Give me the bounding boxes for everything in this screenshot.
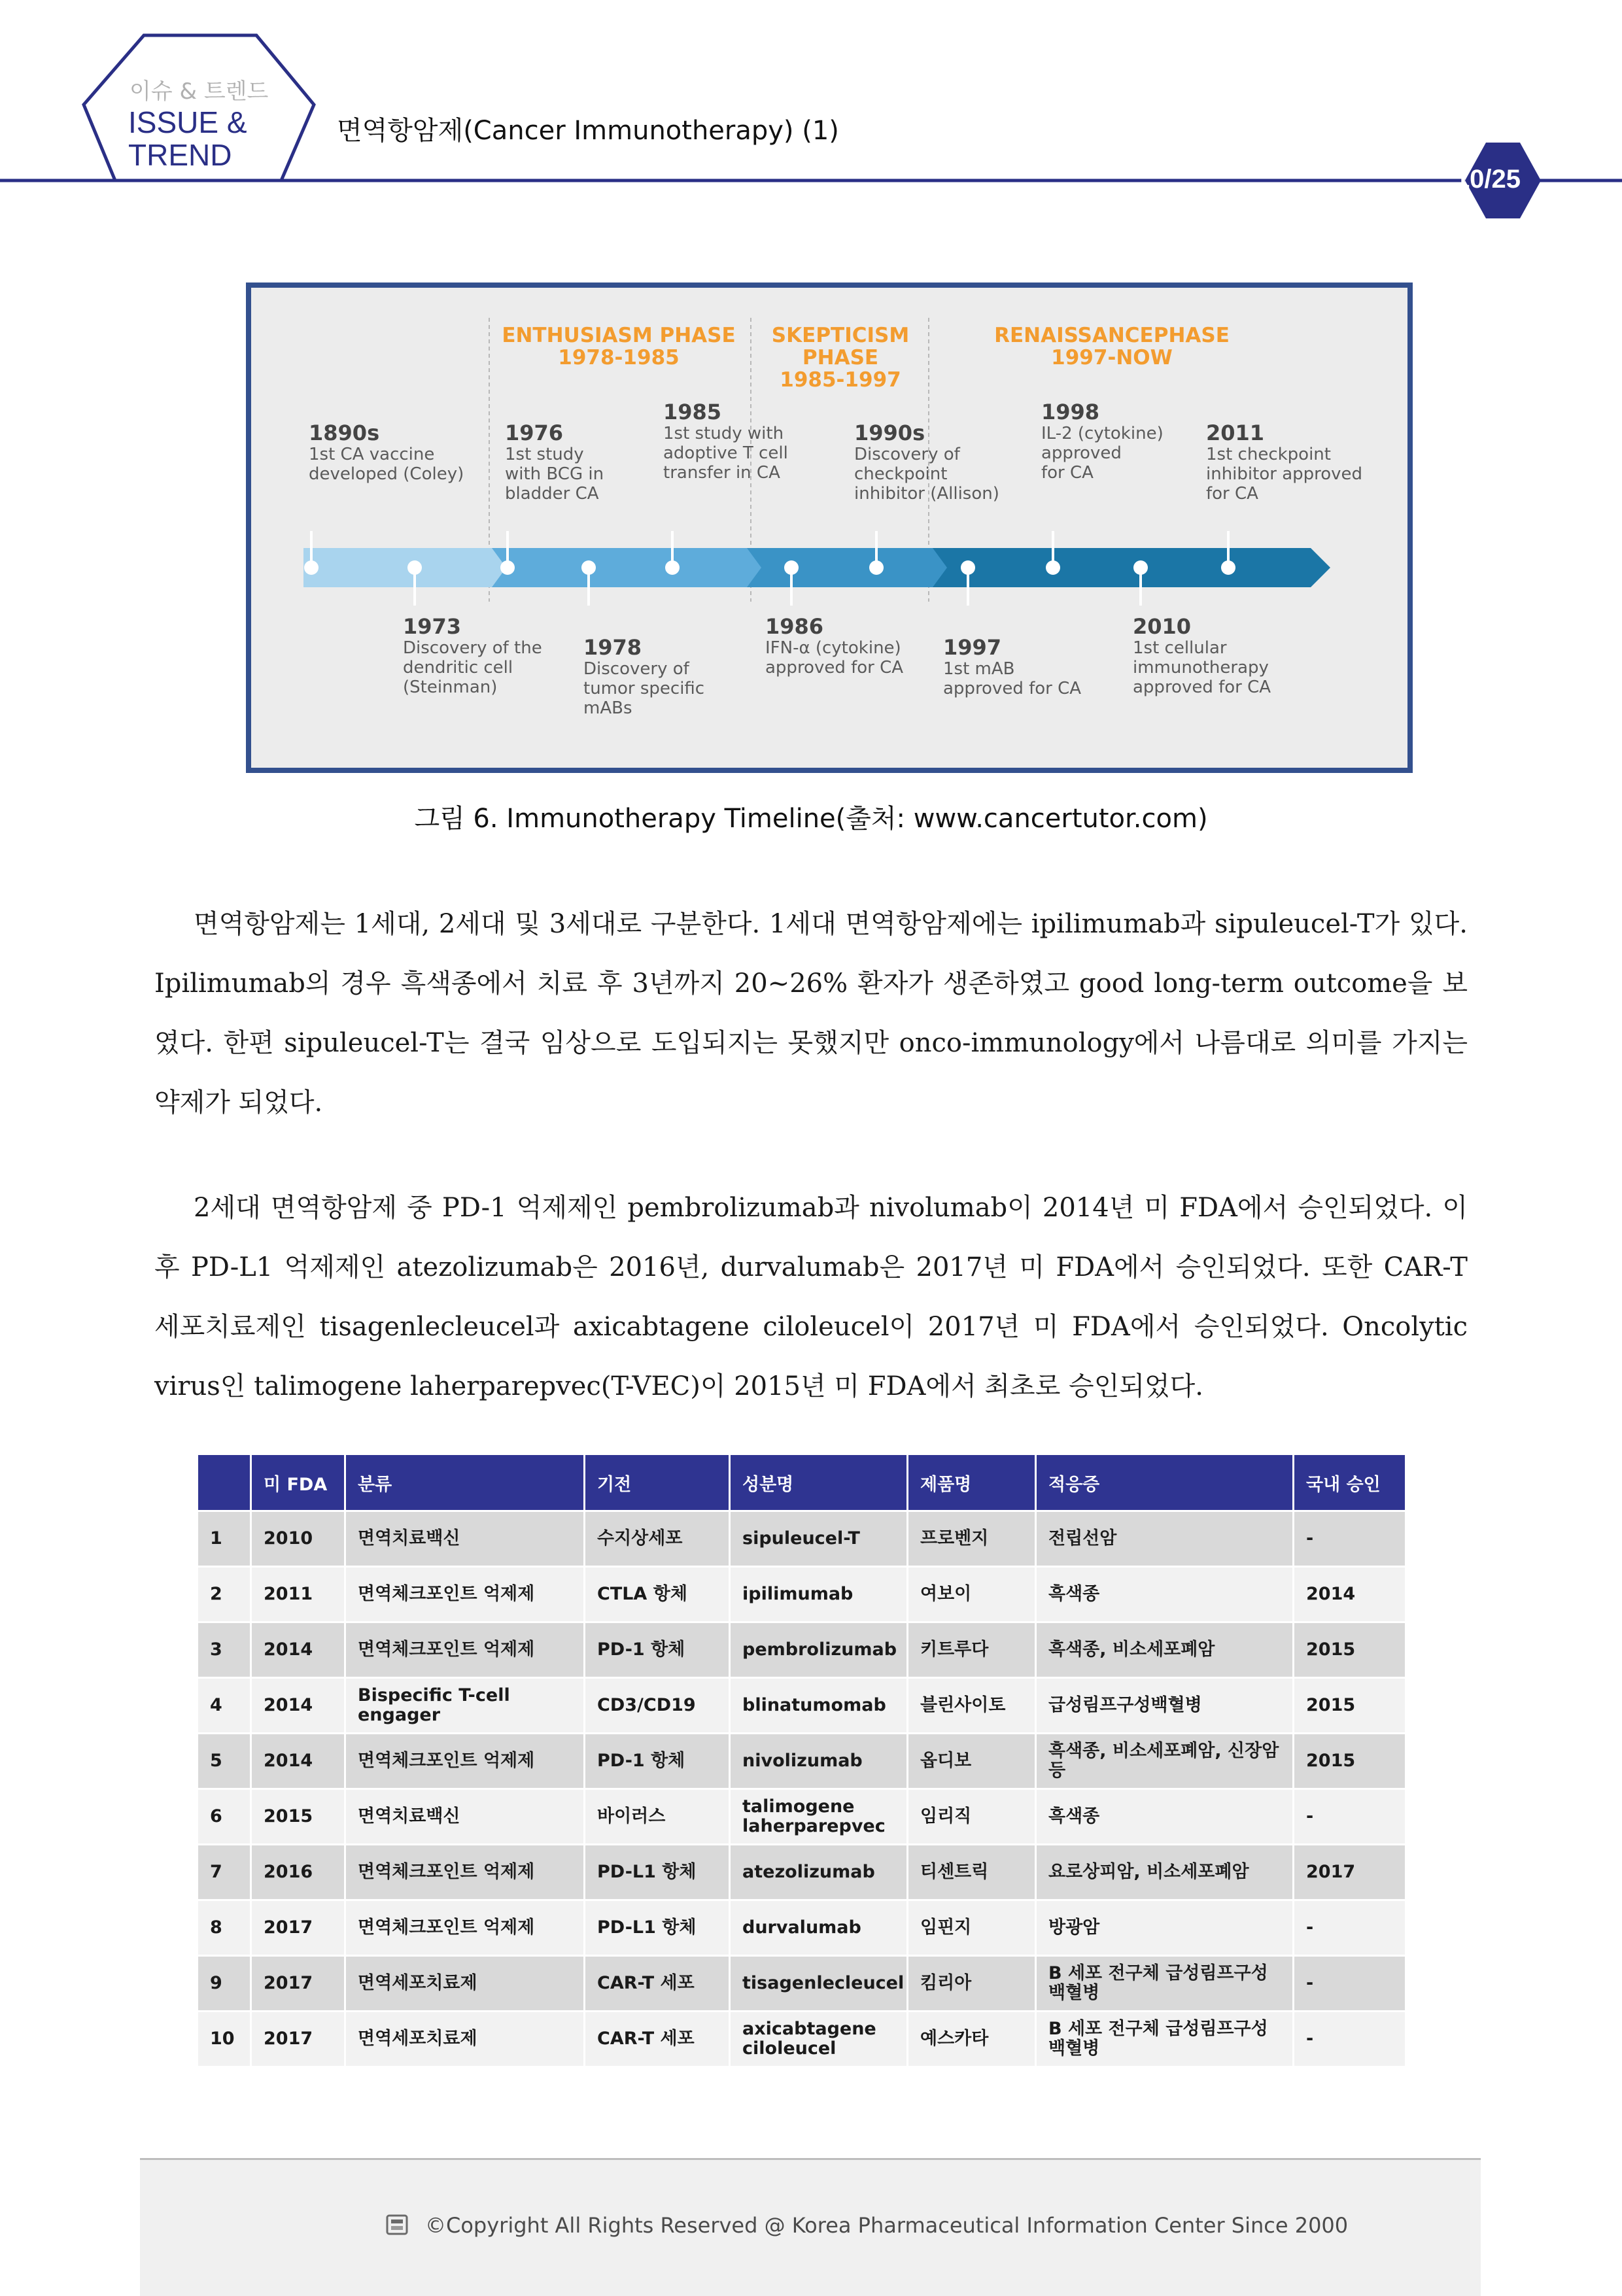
- cell-index: 8: [198, 1900, 251, 1956]
- event-1990s: 1990s Discovery of checkpoint inhibitor (Allison): [854, 420, 999, 504]
- event-1978: 1978 Discovery of tumor specific mABs: [583, 635, 705, 718]
- cell-fda-year: 2016: [251, 1845, 345, 1900]
- cell-index: 1: [198, 1511, 251, 1567]
- cell-domestic-approval: -: [1294, 1511, 1406, 1567]
- cell-indication: 전립선암: [1036, 1511, 1294, 1567]
- timeline-pin-dot: [1133, 560, 1148, 575]
- table-header-row: [198, 1454, 1406, 1511]
- cell-mechanism: CAR-T 세포: [585, 2012, 730, 2067]
- phase-skepticism: SKEPTICISM PHASE 1985-1997: [771, 324, 910, 392]
- table-row: [198, 2012, 1406, 2067]
- cell-domestic-approval: -: [1294, 1900, 1406, 1956]
- cell-mechanism: 수지상세포: [585, 1511, 730, 1567]
- cell-indication: B 세포 전구체 급성림프구성 백혈병: [1036, 2012, 1294, 2067]
- brand-line-1: ISSUE &: [128, 105, 247, 139]
- timeline-pin-dot: [665, 560, 680, 575]
- cell-index: 4: [198, 1678, 251, 1734]
- event-1976: 1976 1st study with BCG in bladder CA: [505, 420, 604, 504]
- cell-category: 면역체크포인트 억제제: [345, 1622, 585, 1678]
- cell-mechanism: PD-L1 항체: [585, 1845, 730, 1900]
- header-category: 분류: [345, 1454, 585, 1511]
- cell-indication: B 세포 전구체 급성림프구성 백혈병: [1036, 1956, 1294, 2012]
- cell-product: 예스카타: [908, 2012, 1036, 2067]
- phase-enthusiasm: ENTHUSIASM PHASE 1978-1985: [502, 324, 736, 369]
- cell-domestic-approval: 2015: [1294, 1678, 1406, 1734]
- table-row: [198, 1678, 1406, 1734]
- header-index: [198, 1454, 251, 1511]
- cell-indication: 방광암: [1036, 1900, 1294, 1956]
- brand-korean: 이슈 & 트렌드: [129, 78, 269, 105]
- cell-ingredient: blinatumomab: [730, 1678, 908, 1734]
- cell-index: 7: [198, 1845, 251, 1900]
- timeline-pin-dot: [961, 560, 975, 575]
- cell-category: 면역세포치료제: [345, 1956, 585, 2012]
- cell-product: 킴리아: [908, 1956, 1036, 2012]
- table-row: [198, 1734, 1406, 1789]
- cell-ingredient: nivolizumab: [730, 1734, 908, 1789]
- cell-domestic-approval: 2015: [1294, 1622, 1406, 1678]
- cell-product: 옵디보: [908, 1734, 1036, 1789]
- cell-indication: 흑색종, 비소세포폐암, 신장암 등: [1036, 1734, 1294, 1789]
- cell-product: 티센트릭: [908, 1845, 1036, 1900]
- cell-product: 임리직: [908, 1789, 1036, 1845]
- timeline-pin-dot: [784, 560, 799, 575]
- cell-mechanism: PD-L1 항체: [585, 1900, 730, 1956]
- cell-ingredient: sipuleucel-T: [730, 1511, 908, 1567]
- cell-ingredient: atezolizumab: [730, 1845, 908, 1900]
- cell-ingredient: ipilimumab: [730, 1567, 908, 1622]
- kpic-logo-icon: [385, 2212, 411, 2238]
- phase-renaissance: RENAISSANCEPHASE 1997-NOW: [994, 324, 1230, 369]
- cell-fda-year: 2014: [251, 1678, 345, 1734]
- event-2010: 2010 1st cellular immunotherapy approved for CA: [1133, 614, 1271, 697]
- header-fda-year: 미 FDA: [251, 1454, 345, 1511]
- cell-domestic-approval: -: [1294, 1789, 1406, 1845]
- table-row: [198, 1511, 1406, 1567]
- cell-domestic-approval: 2015: [1294, 1734, 1406, 1789]
- cell-indication: 흑색종: [1036, 1789, 1294, 1845]
- header-indication: 적응증: [1036, 1454, 1294, 1511]
- header-ingredient: 성분명: [730, 1454, 908, 1511]
- fda-approval-table: [196, 1453, 1407, 2068]
- cell-indication: 급성림프구성백혈병: [1036, 1678, 1294, 1734]
- header-domestic-approval: 국내 승인: [1294, 1454, 1406, 1511]
- timeline-figure: [246, 283, 1413, 773]
- cell-mechanism: 바이러스: [585, 1789, 730, 1845]
- event-2011: 2011 1st checkpoint inhibitor approved for CA: [1206, 420, 1363, 504]
- cell-ingredient: pembrolizumab: [730, 1622, 908, 1678]
- cell-mechanism: PD-1 항체: [585, 1734, 730, 1789]
- timeline-pin-dot: [304, 560, 319, 575]
- cell-category: Bispecific T-cell engager: [345, 1678, 585, 1734]
- cell-indication: 요로상피암, 비소세포폐암: [1036, 1845, 1294, 1900]
- cell-fda-year: 2017: [251, 2012, 345, 2067]
- timeline-pin-dot: [1221, 560, 1235, 575]
- timeline-pin-dot: [407, 560, 422, 575]
- page-number: 10/25: [1455, 165, 1521, 194]
- cell-category: 면역치료백신: [345, 1511, 585, 1567]
- cell-category: 면역세포치료제: [345, 2012, 585, 2067]
- event-1998: 1998 IL-2 (cytokine) approved for CA: [1041, 400, 1164, 483]
- cell-ingredient: durvalumab: [730, 1900, 908, 1956]
- timeline-pin-dot: [1046, 560, 1060, 575]
- cell-fda-year: 2014: [251, 1622, 345, 1678]
- arrow-segment-4: [933, 548, 1330, 587]
- cell-fda-year: 2017: [251, 1900, 345, 1956]
- cell-fda-year: 2017: [251, 1956, 345, 2012]
- cell-domestic-approval: 2017: [1294, 1845, 1406, 1900]
- cell-mechanism: CD3/CD19: [585, 1678, 730, 1734]
- table-row: [198, 1789, 1406, 1845]
- brand-line-2: TREND: [128, 138, 232, 172]
- cell-ingredient: axicabtagene ciloleucel: [730, 2012, 908, 2067]
- footer-copyright: ©Copyright All Rights Reserved @ Korea Pharmaceutical Information Center Since 2000: [425, 2213, 1349, 2238]
- cell-fda-year: 2014: [251, 1734, 345, 1789]
- cell-mechanism: CAR-T 세포: [585, 1956, 730, 2012]
- cell-product: 프로벤지: [908, 1511, 1036, 1567]
- event-1985: 1985 1st study with adoptive T cell transfer in CA: [663, 400, 788, 483]
- cell-indication: 흑색종: [1036, 1567, 1294, 1622]
- cell-fda-year: 2015: [251, 1789, 345, 1845]
- header-mechanism: 기전: [585, 1454, 730, 1511]
- table-row: [198, 1845, 1406, 1900]
- timeline-pin-dot: [869, 560, 884, 575]
- cell-indication: 흑색종, 비소세포폐암: [1036, 1622, 1294, 1678]
- arrow-segment-2: [492, 548, 769, 587]
- cell-index: 10: [198, 2012, 251, 2067]
- cell-index: 9: [198, 1956, 251, 2012]
- table-row: [198, 1956, 1406, 2012]
- cell-product: 여보이: [908, 1567, 1036, 1622]
- paragraph-1: 면역항암제는 1세대, 2세대 및 3세대로 구분한다. 1세대 면역항암제에는 ipilimumab과 sipuleucel-T가 있다. Ipilimumab의 경우 흑색종에서 치료 후 3년까지 20~26% 환자가 생존하였고 good long-term outcome을 보였다. 한편 sipuleucel-T는 결국 임상으로 도입되지는 못했지만 onco-immunology에서 나름대로 의미를 가지는 약제가 되었다.: [154, 909, 1468, 1118]
- cell-product: 블린사이토: [908, 1678, 1036, 1734]
- cell-mechanism: PD-1 항체: [585, 1622, 730, 1678]
- event-1986: 1986 IFN-α (cytokine) approved for CA: [765, 614, 904, 677]
- cell-mechanism: CTLA 항체: [585, 1567, 730, 1622]
- document-title: 면역항암제(Cancer Immunotherapy) (1): [337, 116, 839, 146]
- cell-domestic-approval: -: [1294, 2012, 1406, 2067]
- cell-index: 3: [198, 1622, 251, 1678]
- cell-index: 6: [198, 1789, 251, 1845]
- cell-domestic-approval: 2014: [1294, 1567, 1406, 1622]
- event-1973: 1973 Discovery of the dendritic cell (Steinman): [403, 614, 542, 697]
- cell-product: 키트루다: [908, 1622, 1036, 1678]
- cell-fda-year: 2010: [251, 1511, 345, 1567]
- cell-category: 면역체크포인트 억제제: [345, 1734, 585, 1789]
- paragraph-2: 2세대 면역항암제 중 PD-1 억제제인 pembrolizumab과 nivolumab이 2014년 미 FDA에서 승인되었다. 이후 PD-L1 억제제인 atezolizumab은 2016년, durvalumab은 2017년 미 FDA에서 승인되었다. 또한 CAR-T 세포치료제인 tisagenlecleucel과 axicabtagene ciloleucel이 2017년 미 FDA에서 승인되었다. Oncolytic virus인 talimogene laherparepvec(T-VEC)이 2015년 미 FDA에서 최초로 승인되었다.: [154, 1193, 1468, 1401]
- cell-category: 면역체크포인트 억제제: [345, 1845, 585, 1900]
- cell-ingredient: talimogene laherparepvec: [730, 1789, 908, 1845]
- figure-caption: 그림 6. Immunotherapy Timeline(출처: www.cancertutor.com): [414, 804, 1208, 834]
- cell-domestic-approval: -: [1294, 1956, 1406, 2012]
- cell-index: 5: [198, 1734, 251, 1789]
- arrow-segment-3: [747, 548, 955, 587]
- cell-category: 면역체크포인트 억제제: [345, 1567, 585, 1622]
- header-product: 제품명: [908, 1454, 1036, 1511]
- table-row: [198, 1622, 1406, 1678]
- event-1997: 1997 1st mAB approved for CA: [943, 635, 1082, 698]
- cell-product: 임핀지: [908, 1900, 1036, 1956]
- table-row: [198, 1900, 1406, 1956]
- timeline-pin-dot: [500, 560, 515, 575]
- cell-category: 면역체크포인트 억제제: [345, 1900, 585, 1956]
- cell-index: 2: [198, 1567, 251, 1622]
- timeline-pin-dot: [581, 560, 596, 575]
- event-1890s: 1890s 1st CA vaccine developed (Coley): [309, 420, 464, 484]
- cell-fda-year: 2011: [251, 1567, 345, 1622]
- cell-ingredient: tisagenlecleucel: [730, 1956, 908, 2012]
- table-row: [198, 1567, 1406, 1622]
- cell-category: 면역치료백신: [345, 1789, 585, 1845]
